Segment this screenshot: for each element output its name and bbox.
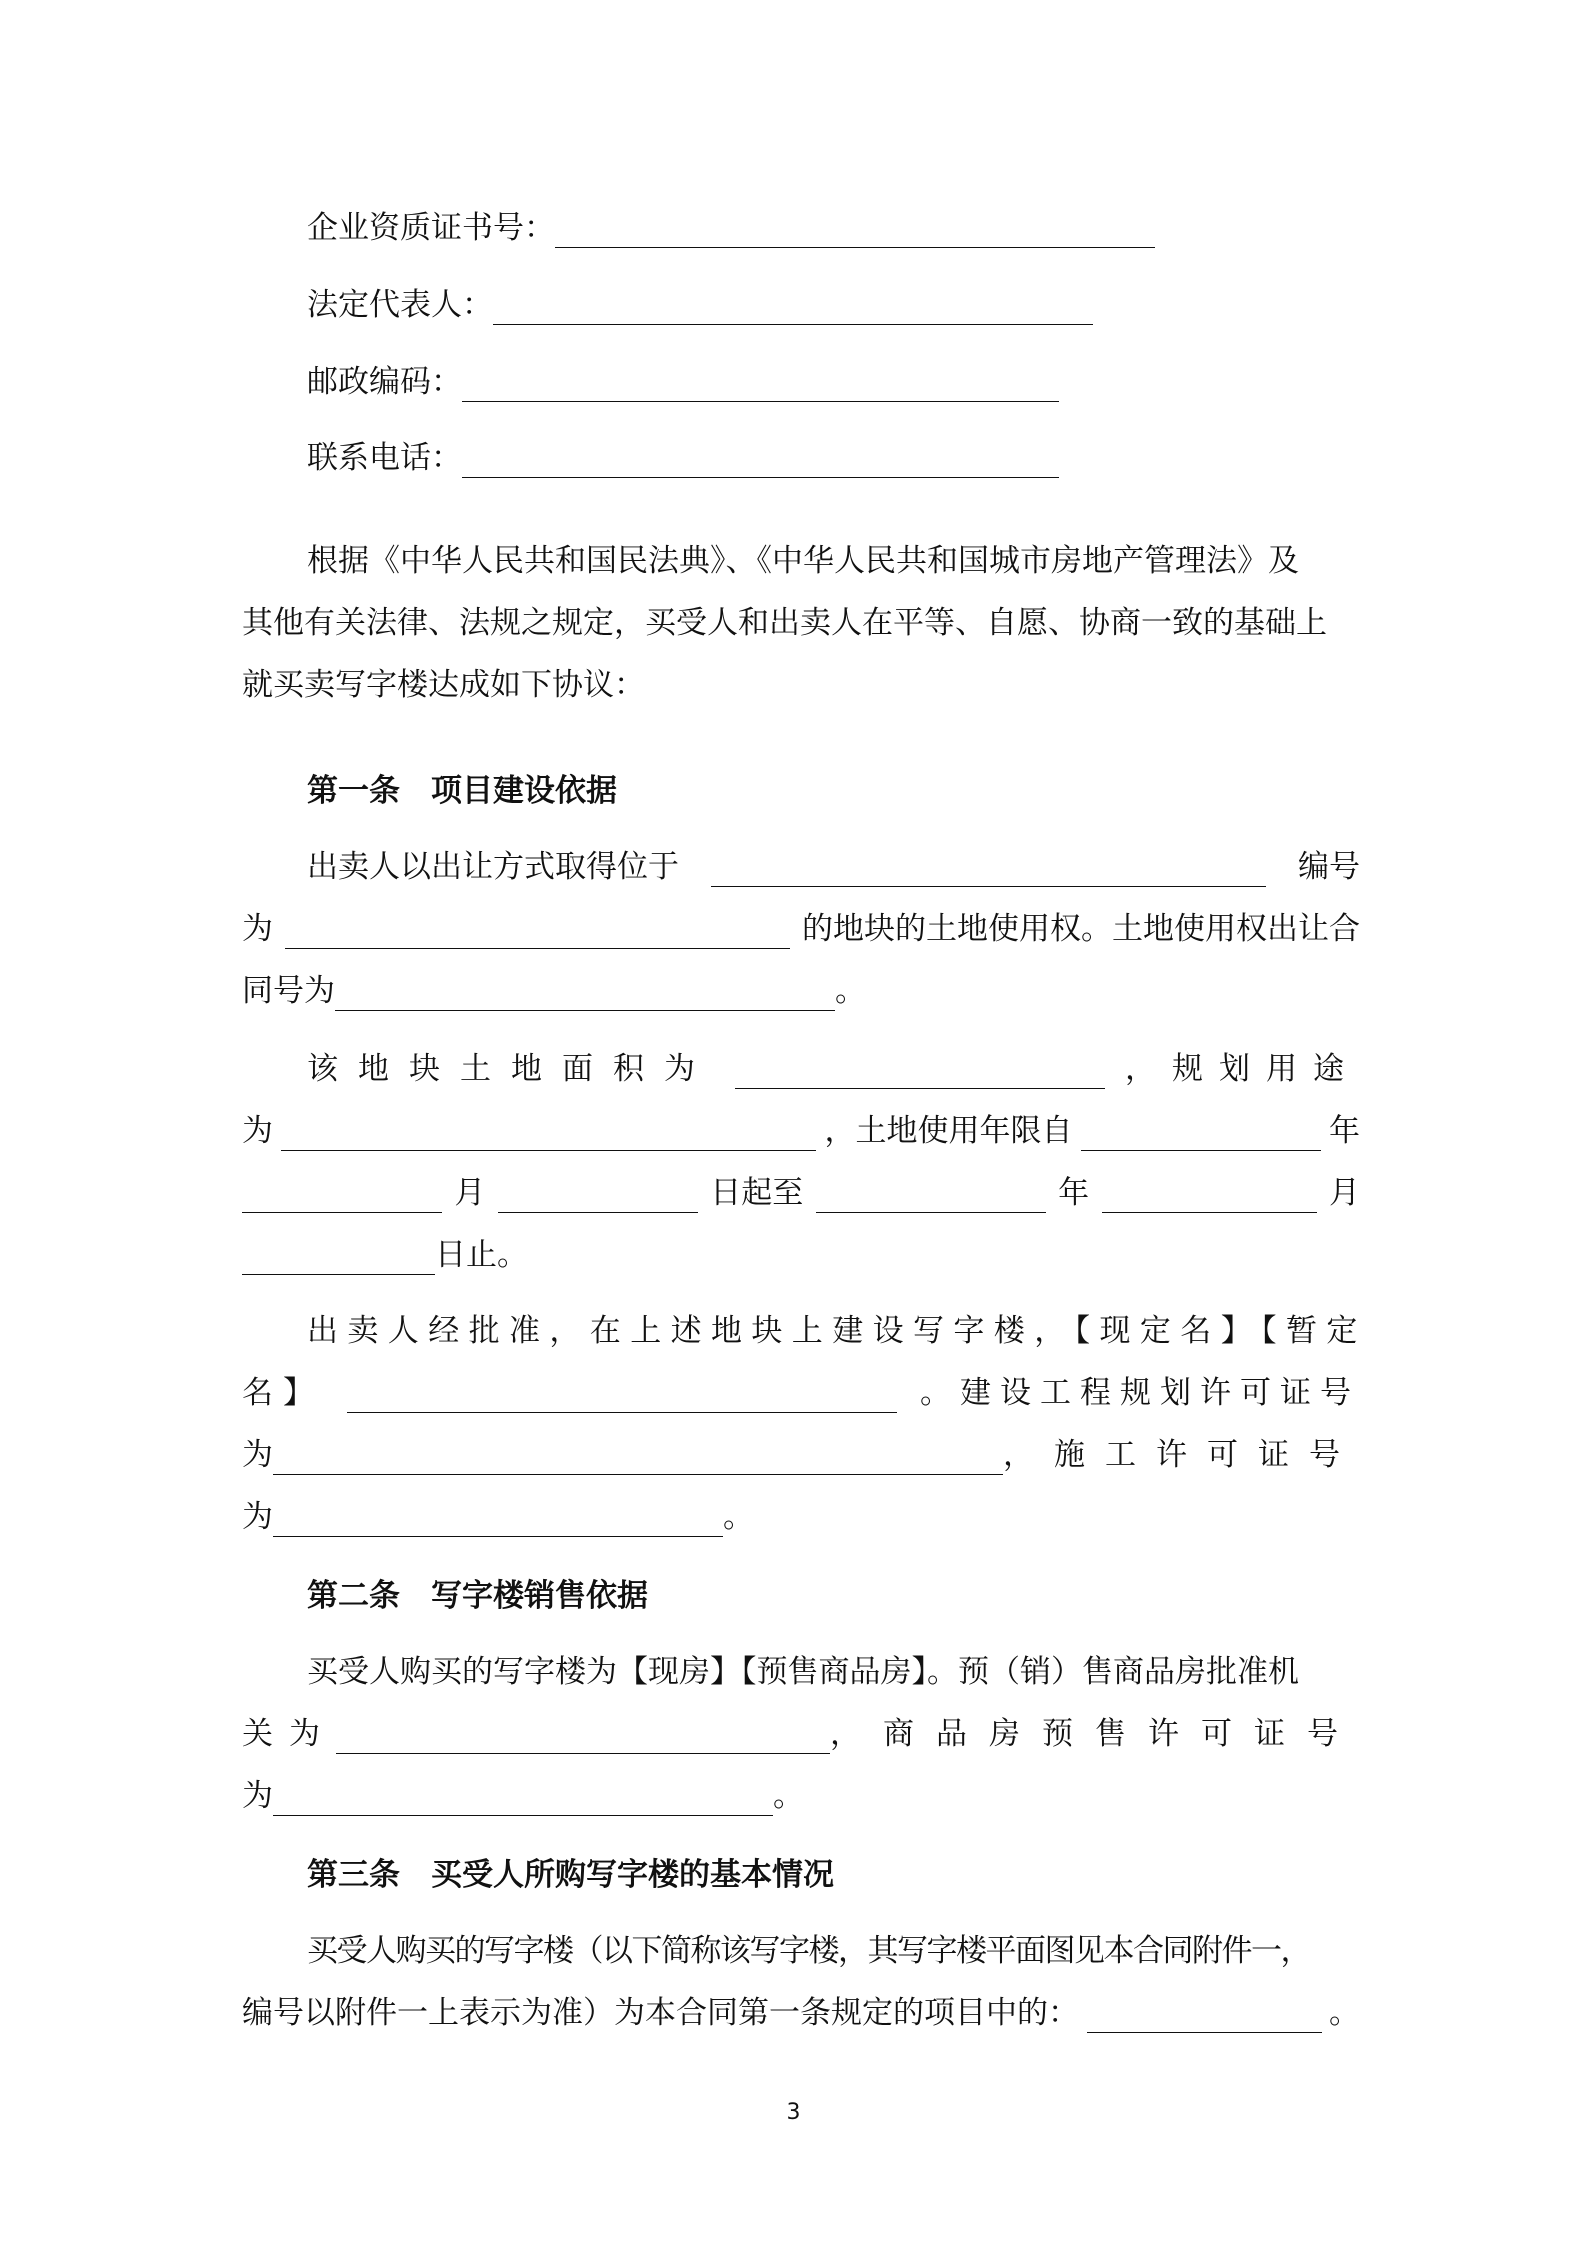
article1-p2-text-b: ，规划用途 [1125,1051,1360,1087]
article1-p1-line2 [242,909,1360,949]
article1-p3-text-c: 。建设工程规划许可证号 [920,1375,1360,1411]
article3-title: 第三条 买受人所购写字楼的基本情况 [307,1857,834,1893]
approval-authority-blank[interactable] [336,1721,830,1754]
article1-p3-text-e: ，施工许可证号 [1003,1437,1360,1473]
article1-p3-text-d: 为 [242,1437,273,1473]
article1-p2-text-j: 日止。 [435,1237,528,1273]
article2-p1-line1: 买受人购买的写字楼为【现房】【预售商品房】。预（销）售商品房批准机 [307,1654,1299,1690]
article1-p3-text-g: 。 [723,1499,754,1535]
postal-label: 邮政编码： [307,364,462,400]
rep-label: 法定代表人： [307,287,493,323]
article2-p1-text-d: 为 [242,1778,273,1814]
intro-line-1: 根据《中华人民共和国民法典》、《中华人民共和国城市房地产管理法》及 [307,543,1299,579]
start-day-blank[interactable] [498,1180,698,1213]
article1-p1-text-c: 为 [242,911,273,947]
article2-p1-line2 [242,1714,1360,1754]
article2-p1-line3 [242,1776,804,1816]
article1-p3-line3 [242,1435,1360,1475]
cert-label: 企业资质证书号： [307,210,555,246]
article2-p1-text-e: 。 [773,1778,804,1814]
article1-p1-line1 [307,847,1360,887]
postal-blank[interactable] [462,369,1059,402]
article1-p2-text-d: ，土地使用年限自 [824,1113,1073,1149]
phone-label: 联系电话： [307,440,462,476]
phone-blank[interactable] [462,445,1059,478]
article1-p2-line4 [242,1235,528,1275]
land-area-blank[interactable] [735,1056,1105,1089]
article1-p3-text-b: 名】 [242,1375,324,1411]
article2-title: 第二条 写字楼销售依据 [307,1578,648,1614]
unit-blank[interactable] [1087,2000,1322,2033]
article1-p3-line1: 出卖人经批准，在上述地块上建设写字楼，【现定名】【暂定 [307,1313,1367,1349]
article3-p1-text-c: 。 [1329,1995,1360,2031]
phone-field-row [307,438,1059,478]
article1-p2-text-a: 该地块土地面积为 [307,1051,715,1087]
rep-blank[interactable] [493,292,1093,325]
article1-p3-line4 [242,1497,754,1537]
article1-title: 第一条 项目建设依据 [307,773,617,809]
article1-p3-line2 [242,1373,1360,1413]
article3-p1-text-b: 编号以附件一上表示为准）为本合同第一条规定的项目中的： [242,1995,1079,2031]
end-day-blank[interactable] [242,1242,435,1275]
intro-line-3: 就买卖写字楼达成如下协议： [242,667,645,703]
plot-number-blank[interactable] [285,916,790,949]
cert-field-row [307,208,1155,248]
article1-p1-text-e: 同号为 [242,973,335,1009]
start-year-blank[interactable] [1081,1118,1321,1151]
article1-p1-text-f: 。 [835,973,866,1009]
article1-p2-text-h: 年 [1058,1175,1090,1211]
article2-p1-text-b: 关为 [242,1716,336,1752]
article1-p2-text-g: 日起至 [710,1175,804,1211]
article1-p2-line3 [242,1173,1360,1213]
article1-p3-text-f: 为 [242,1499,273,1535]
presale-permit-blank[interactable] [273,1783,773,1816]
end-year-blank[interactable] [816,1180,1046,1213]
construction-permit-blank[interactable] [273,1504,723,1537]
article1-p2-text-e: 年 [1329,1113,1360,1149]
planning-permit-blank[interactable] [273,1442,1003,1475]
article1-p2-text-f: 月 [454,1175,486,1211]
postal-field-row [307,362,1059,402]
article1-p1-text-b: 编号 [1298,849,1360,885]
rep-field-row [307,285,1093,325]
article1-p2-line1 [307,1049,1360,1089]
article1-p1-text-a: 出卖人以出让方式取得位于 [307,849,679,885]
land-use-blank[interactable] [281,1118,816,1151]
start-month-blank[interactable] [242,1180,442,1213]
article1-p1-text-d: 的地块的土地使用权。土地使用权出让合 [802,911,1360,947]
article2-p1-text-c: ，商品房预售许可证号 [830,1716,1360,1752]
contract-number-blank[interactable] [335,978,835,1011]
location-blank[interactable] [711,854,1266,887]
article3-p1-line2 [242,1993,1360,2033]
article1-p2-text-c: 为 [242,1113,273,1149]
article1-p1-line3 [242,971,866,1011]
article1-p2-line2 [242,1111,1360,1151]
intro-line-2: 其他有关法律、法规之规定，买受人和出卖人在平等、自愿、协商一致的基础上 [242,605,1327,641]
end-month-blank[interactable] [1102,1180,1317,1213]
article1-p2-text-i: 月 [1328,1175,1360,1211]
article3-p1-line1: 买受人购买的写字楼（以下简称该写字楼，其写字楼平面图见本合同附件一， [307,1933,1310,1969]
project-name-blank[interactable] [347,1380,897,1413]
cert-blank[interactable] [555,215,1155,248]
page-number: 3 [786,2100,801,2125]
